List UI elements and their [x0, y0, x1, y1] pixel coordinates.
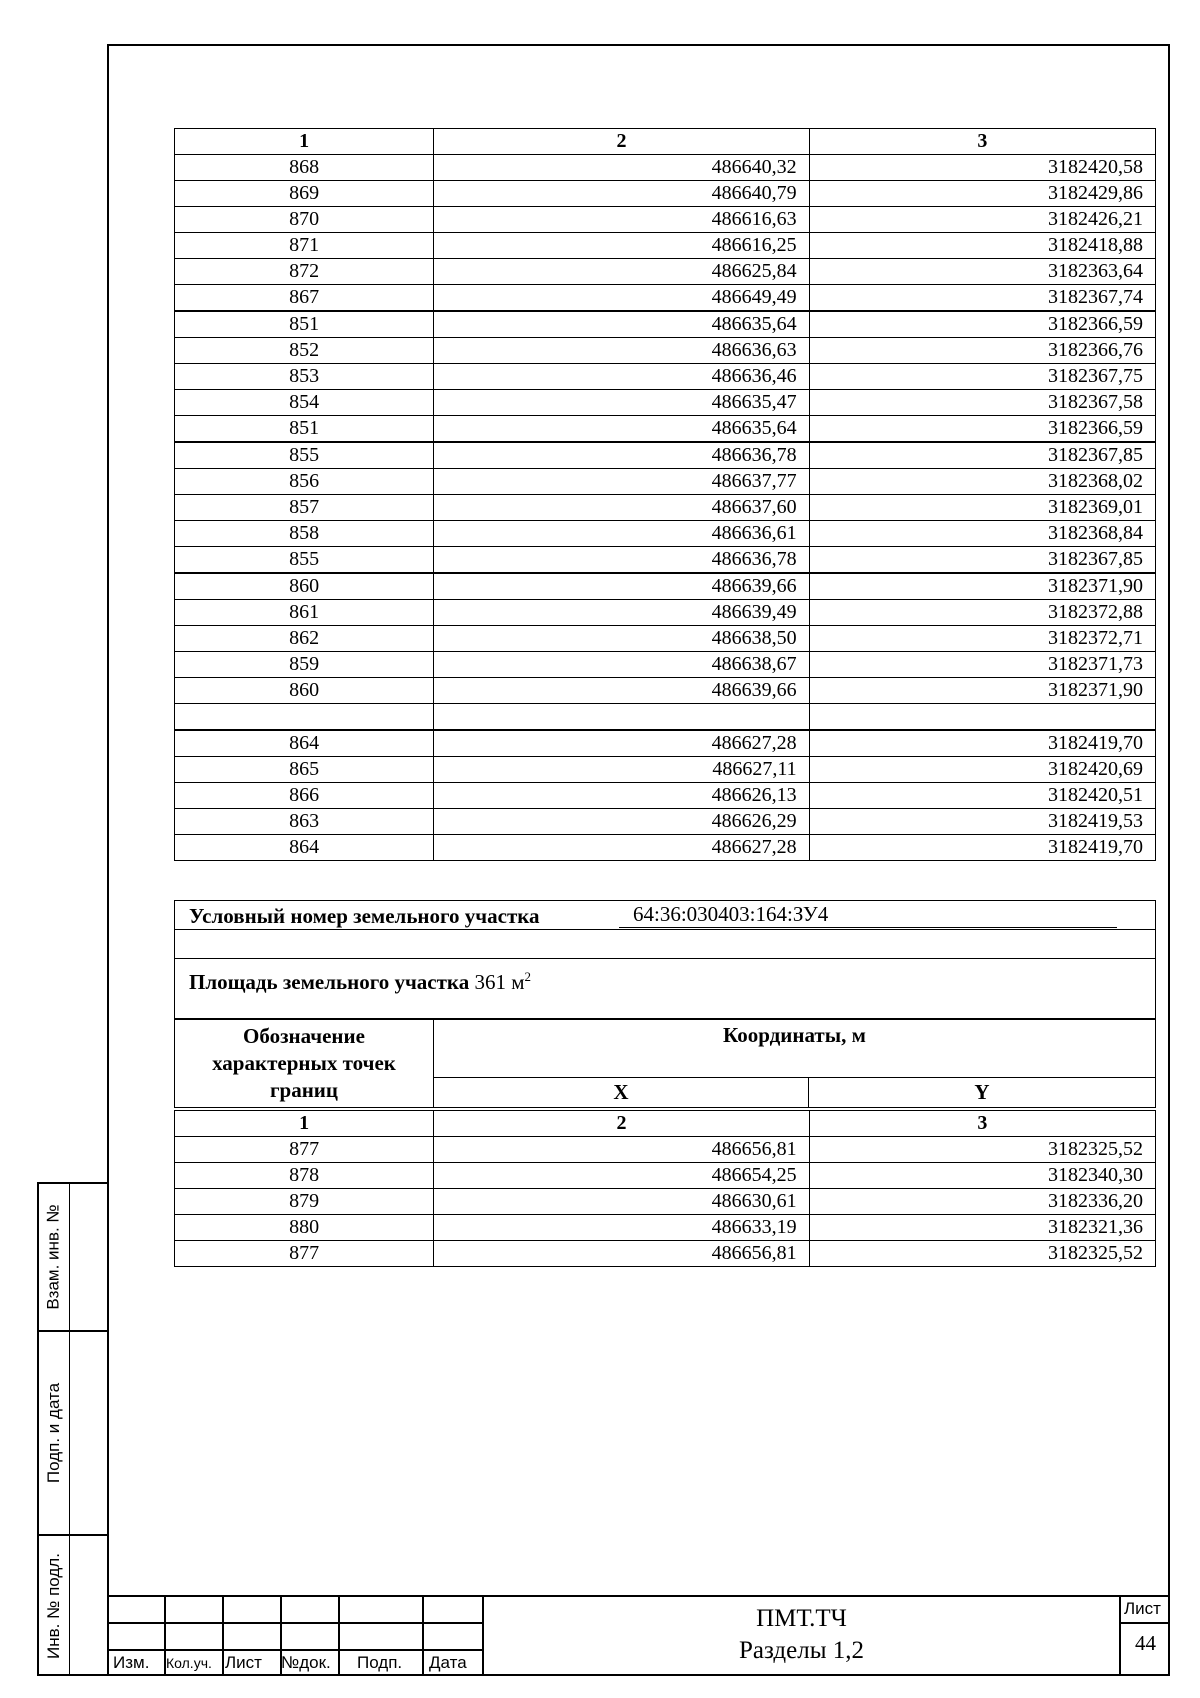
- table-row: [175, 442, 1156, 469]
- y-coordinate: 3182321,36: [809, 1215, 1155, 1241]
- x-coordinate: 486639,66: [434, 573, 809, 600]
- y-coordinate: 3182420,51: [809, 782, 1155, 808]
- y-coordinate: 3182368,84: [809, 521, 1155, 547]
- table-row: [175, 1241, 1156, 1267]
- x-coordinate: 486656,81: [434, 1241, 809, 1267]
- parcel-info: [174, 900, 1156, 1019]
- y-column-header: Y: [974, 1080, 990, 1104]
- point-number: 865: [175, 756, 434, 782]
- x-coordinate: 486636,63: [434, 338, 809, 364]
- x-coordinate: 486627,28: [434, 730, 809, 757]
- point-number: 877: [175, 1137, 434, 1163]
- y-coordinate: 3182371,73: [809, 652, 1155, 678]
- point-number: 858: [175, 521, 434, 547]
- parcel-area-unit-sup: 2: [524, 969, 532, 984]
- table-row: [175, 1189, 1156, 1215]
- table-row: [175, 495, 1156, 521]
- x-coordinate: 486637,60: [434, 495, 809, 521]
- y-coordinate: 3182419,70: [809, 730, 1155, 757]
- point-number: 851: [175, 416, 434, 443]
- table-row: [175, 181, 1156, 207]
- col-label-count: Кол.уч.: [166, 1655, 212, 1671]
- point-number: 854: [175, 390, 434, 416]
- column-number: 1: [175, 1111, 434, 1137]
- point-number: 853: [175, 364, 434, 390]
- y-coordinate: 3182420,69: [809, 756, 1155, 782]
- column-number: 1: [175, 129, 434, 155]
- column-number: 2: [434, 129, 809, 155]
- y-coordinate: 3182372,88: [809, 600, 1155, 626]
- table-row: [175, 311, 1156, 338]
- x-coordinate: 486636,78: [434, 442, 809, 469]
- x-coordinate: 486626,13: [434, 782, 809, 808]
- x-coordinate: 486636,46: [434, 364, 809, 390]
- y-coordinate: 3182429,86: [809, 181, 1155, 207]
- y-coordinate: 3182336,20: [809, 1189, 1155, 1215]
- y-coordinate: 3182325,52: [809, 1137, 1155, 1163]
- table-row: [175, 338, 1156, 364]
- col-label-date: Дата: [429, 1653, 467, 1672]
- x-coordinate: 486639,66: [434, 678, 809, 704]
- side-label-replacement: Взам. инв. №: [44, 1204, 64, 1310]
- x-coordinate: 486635,64: [434, 416, 809, 443]
- y-coordinate: 3182368,02: [809, 469, 1155, 495]
- lower-coordinate-table: [174, 1110, 1156, 1267]
- y-coordinate: 3182371,90: [809, 678, 1155, 704]
- parcel-number-label: Условный номер земельного участка: [189, 904, 540, 928]
- table-row: [175, 626, 1156, 652]
- col-label-change: Изм.: [113, 1653, 150, 1672]
- y-coordinate: 3182366,76: [809, 338, 1155, 364]
- x-coordinate: 486616,63: [434, 207, 809, 233]
- table-row: [175, 1137, 1156, 1163]
- x-coordinate: 486639,49: [434, 600, 809, 626]
- x-coordinate: 486638,67: [434, 652, 809, 678]
- point-number: 868: [175, 155, 434, 181]
- x-coordinate: 486636,78: [434, 547, 809, 574]
- x-coordinate: 486654,25: [434, 1163, 809, 1189]
- table-row: [175, 678, 1156, 704]
- y-coordinate: 3182372,71: [809, 626, 1155, 652]
- y-coordinate: 3182367,75: [809, 364, 1155, 390]
- point-number: 864: [175, 834, 434, 860]
- table-row: [175, 155, 1156, 181]
- table-row: [175, 573, 1156, 600]
- x-coordinate: 486656,81: [434, 1137, 809, 1163]
- col-label-signature: Подп.: [357, 1653, 403, 1672]
- x-coordinate: 486633,19: [434, 1215, 809, 1241]
- point-number: 872: [175, 259, 434, 285]
- point-number: 855: [175, 442, 434, 469]
- x-coordinate: 486649,49: [434, 285, 809, 312]
- table-row: [175, 652, 1156, 678]
- point-number: 859: [175, 652, 434, 678]
- coordinates-header-label: Координаты, м: [723, 1023, 866, 1047]
- point-number: 857: [175, 495, 434, 521]
- point-number: 860: [175, 573, 434, 600]
- y-coordinate: 3182367,85: [809, 547, 1155, 574]
- table-row: [175, 364, 1156, 390]
- table-row: [175, 521, 1156, 547]
- x-coordinate: [434, 704, 809, 730]
- document-code: ПМТ.ТЧ: [756, 1605, 847, 1632]
- point-number: 877: [175, 1241, 434, 1267]
- point-number: 870: [175, 207, 434, 233]
- table-header-row: [175, 129, 1156, 155]
- y-coordinate: 3182420,58: [809, 155, 1155, 181]
- table-row: [175, 782, 1156, 808]
- col-label-sheet: Лист: [225, 1653, 262, 1672]
- table-row: [175, 207, 1156, 233]
- point-number: 856: [175, 469, 434, 495]
- x-coordinate: 486626,29: [434, 808, 809, 834]
- title-block: [107, 1595, 1170, 1676]
- x-coordinate: 486627,28: [434, 834, 809, 860]
- y-coordinate: 3182369,01: [809, 495, 1155, 521]
- y-coordinate: [809, 704, 1155, 730]
- y-coordinate: 3182366,59: [809, 416, 1155, 443]
- parcel-area-value: 361 м: [474, 970, 525, 994]
- parcel-number-value: 64:36:030403:164:ЗУ4: [619, 902, 1117, 928]
- point-number: 863: [175, 808, 434, 834]
- table-row: [175, 390, 1156, 416]
- point-number: 855: [175, 547, 434, 574]
- x-coordinate: 486640,32: [434, 155, 809, 181]
- y-coordinate: 3182367,85: [809, 442, 1155, 469]
- column-number: 2: [434, 1111, 809, 1137]
- sheet-number: 44: [1135, 1631, 1156, 1655]
- table-row: [175, 834, 1156, 860]
- col-label-doc-number: №док.: [281, 1653, 331, 1672]
- document-title: Разделы 1,2: [738, 1637, 864, 1664]
- table-row: [175, 285, 1156, 312]
- y-coordinate: 3182325,52: [809, 1241, 1155, 1267]
- table-row: [175, 547, 1156, 574]
- side-stamp: [37, 1182, 108, 1676]
- x-coordinate: 486636,61: [434, 521, 809, 547]
- point-number: 880: [175, 1215, 434, 1241]
- table-row: [175, 600, 1156, 626]
- point-number: 866: [175, 782, 434, 808]
- x-coordinate: 486638,50: [434, 626, 809, 652]
- x-coordinate: 486630,61: [434, 1189, 809, 1215]
- point-number: 879: [175, 1189, 434, 1215]
- x-coordinate: 486635,47: [434, 390, 809, 416]
- point-number: 861: [175, 600, 434, 626]
- y-coordinate: 3182367,58: [809, 390, 1155, 416]
- y-coordinate: 3182366,59: [809, 311, 1155, 338]
- table-row: [175, 808, 1156, 834]
- table-row: [175, 259, 1156, 285]
- y-coordinate: 3182340,30: [809, 1163, 1155, 1189]
- point-number: 851: [175, 311, 434, 338]
- column-number: 3: [809, 1111, 1155, 1137]
- point-number: 867: [175, 285, 434, 312]
- table-row: [175, 730, 1156, 757]
- x-coordinate: 486640,79: [434, 181, 809, 207]
- column-number: 3: [809, 129, 1155, 155]
- y-coordinate: 3182371,90: [809, 573, 1155, 600]
- table-row: [175, 1215, 1156, 1241]
- table-header-row: [175, 1111, 1156, 1137]
- y-coordinate: 3182426,21: [809, 207, 1155, 233]
- table-row: [175, 756, 1156, 782]
- table-row: [175, 704, 1156, 730]
- y-coordinate: 3182419,53: [809, 808, 1155, 834]
- parcel-area-label: Площадь земельного участка: [189, 970, 470, 994]
- point-number: [175, 704, 434, 730]
- x-column-header: X: [613, 1080, 629, 1104]
- table-row: [175, 233, 1156, 259]
- side-label-original-inventory: Инв. № подл.: [44, 1553, 63, 1659]
- upper-coordinate-table: [174, 128, 1156, 861]
- point-number: 860: [175, 678, 434, 704]
- point-number: 869: [175, 181, 434, 207]
- side-label-signature-date: Подп. и дата: [44, 1382, 64, 1484]
- x-coordinate: 486616,25: [434, 233, 809, 259]
- point-number: 864: [175, 730, 434, 757]
- point-number: 852: [175, 338, 434, 364]
- point-number: 862: [175, 626, 434, 652]
- coordinates-header: [174, 1019, 1156, 1108]
- x-coordinate: 486635,64: [434, 311, 809, 338]
- x-coordinate: 486627,11: [434, 756, 809, 782]
- y-coordinate: 3182363,64: [809, 259, 1155, 285]
- point-number: 871: [175, 233, 434, 259]
- table-row: [175, 416, 1156, 443]
- point-number: 878: [175, 1163, 434, 1189]
- y-coordinate: 3182418,88: [809, 233, 1155, 259]
- y-coordinate: 3182367,74: [809, 285, 1155, 312]
- sheet-label: Лист: [1124, 1599, 1161, 1618]
- x-coordinate: 486637,77: [434, 469, 809, 495]
- table-row: [175, 469, 1156, 495]
- point-designation-header: Обозначение характерных точек границ: [212, 1024, 396, 1102]
- table-row: [175, 1163, 1156, 1189]
- x-coordinate: 486625,84: [434, 259, 809, 285]
- y-coordinate: 3182419,70: [809, 834, 1155, 860]
